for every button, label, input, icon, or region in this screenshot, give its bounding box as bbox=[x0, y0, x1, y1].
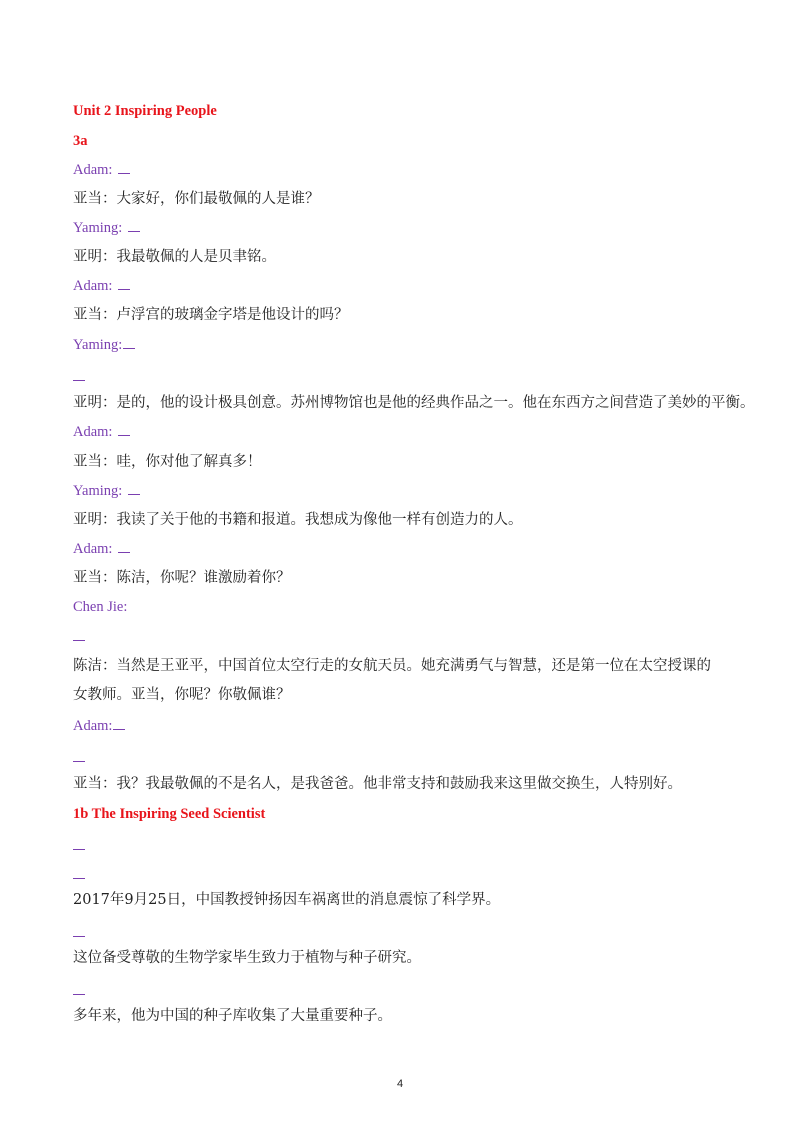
speaker-label: Chen Jie: bbox=[73, 599, 128, 615]
section-3a-heading: 3a bbox=[73, 133, 88, 149]
answer-blank[interactable] bbox=[73, 936, 85, 937]
passage-line: 2017年9月25日，中国教授钟扬因车祸离世的消息震惊了科学界。 bbox=[73, 892, 501, 908]
translation-paragraph: 陈洁：当然是王亚平，中国首位太空行走的女航天员。她充满勇气与智慧，还是第一位在太空授课的女教师。亚当，你呢？你敬佩谁？ bbox=[73, 658, 711, 703]
answer-blank[interactable] bbox=[73, 878, 85, 879]
speaker-label: Adam: bbox=[73, 160, 130, 180]
translation-line: 亚当：陈洁，你呢？谁激励着你？ bbox=[73, 570, 291, 586]
speaker-label: Yaming: bbox=[73, 481, 140, 501]
speaker-label: Adam: bbox=[73, 276, 130, 296]
answer-blank[interactable] bbox=[73, 380, 85, 381]
answer-blank[interactable] bbox=[73, 761, 85, 762]
answer-blank[interactable] bbox=[128, 219, 140, 232]
translation-line: 亚明：我读了关于他的书籍和报道。我想成为像他一样有创造力的人。 bbox=[73, 512, 523, 528]
answer-blank[interactable] bbox=[73, 849, 85, 850]
passage-line: 这位备受尊敬的生物学家毕生致力于植物与种子研究。 bbox=[73, 950, 421, 966]
page-number: 4 bbox=[396, 1078, 404, 1090]
answer-blank[interactable] bbox=[118, 161, 130, 174]
answer-blank[interactable] bbox=[113, 717, 125, 730]
translation-line: 亚当：我？我最敬佩的不是名人，是我爸爸。他非常支持和鼓励我来这里做交换生，人特别好。 bbox=[73, 776, 682, 792]
speaker-label: Yaming: bbox=[73, 335, 135, 355]
answer-blank[interactable] bbox=[118, 423, 130, 436]
passage-line: 多年来，他为中国的种子库收集了大量重要种子。 bbox=[73, 1008, 392, 1024]
translation-line: 亚当：卢浮宫的玻璃金字塔是他设计的吗？ bbox=[73, 307, 349, 323]
translation-line: 亚当：哇，你对他了解真多！ bbox=[73, 454, 262, 470]
speaker-label: Adam: bbox=[73, 422, 130, 442]
answer-blank[interactable] bbox=[73, 640, 85, 641]
speaker-label: Yaming: bbox=[73, 218, 140, 238]
speaker-label: Adam: bbox=[73, 716, 125, 736]
answer-blank[interactable] bbox=[118, 277, 130, 290]
answer-blank[interactable] bbox=[118, 540, 130, 553]
answer-blank[interactable] bbox=[123, 336, 135, 349]
section-1b-heading: 1b The Inspiring Seed Scientist bbox=[73, 806, 266, 822]
speaker-label: Adam: bbox=[73, 539, 130, 559]
answer-blank[interactable] bbox=[128, 482, 140, 495]
translation-line: 亚明：我最敬佩的人是贝聿铭。 bbox=[73, 249, 276, 265]
translation-line: 亚明：是的，他的设计极具创意。苏州博物馆也是他的经典作品之一。他在东西方之间营造了美妙的平衡。 bbox=[73, 395, 755, 411]
translation-line: 亚当：大家好，你们最敬佩的人是谁？ bbox=[73, 191, 320, 207]
answer-blank[interactable] bbox=[73, 994, 85, 995]
unit-title: Unit 2 Inspiring People bbox=[73, 103, 217, 119]
